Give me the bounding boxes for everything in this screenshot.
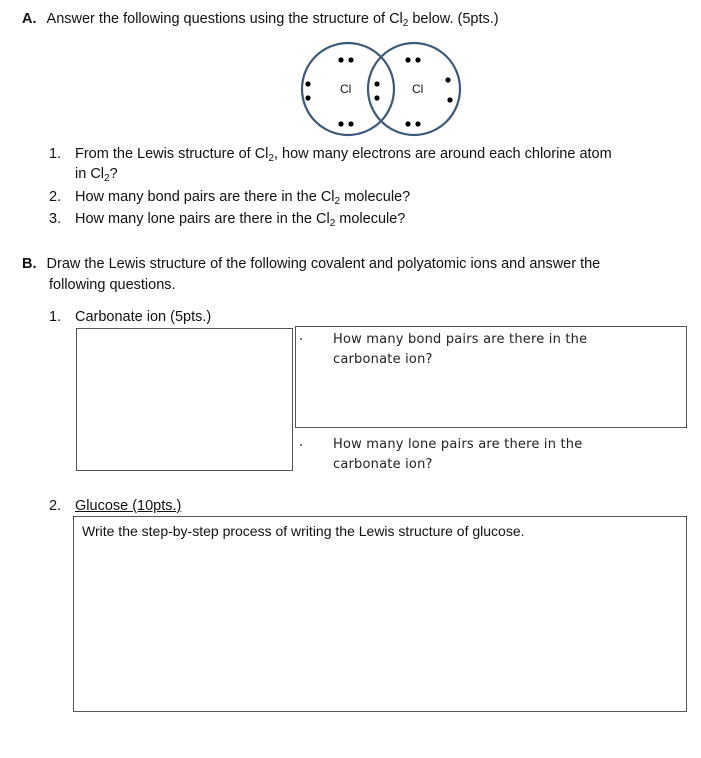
section-b-heading-line2: following questions. (49, 277, 176, 293)
section-a-heading (22, 11, 499, 29)
item-number: 1. (49, 309, 62, 325)
question-text-end: molecule? (340, 189, 411, 205)
question-line: How many bond pairs are there in the (333, 332, 588, 347)
item-label: Glucose (10pts.) (75, 498, 182, 514)
right-atom-symbol: Cl (412, 82, 424, 96)
heading-subscript: 2 (402, 18, 409, 29)
question-a1 (49, 145, 612, 168)
shared-electron-pair (374, 81, 379, 100)
question-text-cont: , how many electrons are around each chlorine atom (273, 146, 612, 162)
subscript: 2 (104, 173, 110, 184)
question-number: 3. (49, 211, 62, 227)
question-number: 2. (49, 189, 62, 205)
bullet-marker (300, 338, 302, 340)
subscript: 2 (268, 153, 274, 164)
question-a2 (49, 188, 410, 211)
bullet-marker (300, 444, 302, 446)
subscript: 2 (329, 218, 336, 229)
subscript: 2 (334, 196, 341, 207)
question-text-end: ? (109, 166, 118, 182)
section-b-letter: B. (22, 256, 37, 272)
left-atom-symbol: Cl (340, 82, 352, 96)
item-label: Carbonate ion (5pts.) (75, 309, 212, 325)
question-text: How many bond pairs are there in the Cl (75, 189, 335, 205)
item-b2-label (49, 498, 181, 514)
heading-text-post: below. (5pts.) (408, 11, 499, 27)
bond-pairs-question (333, 330, 587, 370)
section-a-heading-text (47, 11, 499, 27)
question-line: How many lone pairs are there in the (333, 437, 583, 452)
section-a-letter: A. (22, 11, 37, 27)
section-b-heading (22, 256, 600, 272)
question-a1-line2 (75, 165, 118, 188)
question-text: in Cl (75, 166, 105, 182)
question-text: From the Lewis structure of Cl (75, 146, 269, 162)
lone-pairs-question (333, 435, 582, 475)
section-b-heading-line1: Draw the Lewis structure of the following covalent and polyatomic ions and answer the (46, 256, 601, 272)
question-line: carbonate ion? (333, 457, 433, 472)
question-number: 1. (49, 146, 62, 162)
glucose-answer-box[interactable] (73, 516, 687, 712)
question-line: carbonate ion? (333, 352, 433, 367)
question-a3 (49, 210, 405, 233)
cl2-lewis-diagram (290, 40, 470, 150)
heading-text-pre: Answer the following questions using the structure of Cl (46, 11, 403, 27)
item-b1-label (49, 309, 211, 325)
item-number: 2. (49, 498, 62, 514)
carbonate-drawing-box[interactable] (76, 328, 293, 471)
question-text-end: molecule? (335, 211, 406, 227)
glucose-prompt: Write the step-by-step process of writing the Lewis structure of glucose. (82, 523, 525, 539)
question-text: How many lone pairs are there in the Cl (75, 211, 330, 227)
